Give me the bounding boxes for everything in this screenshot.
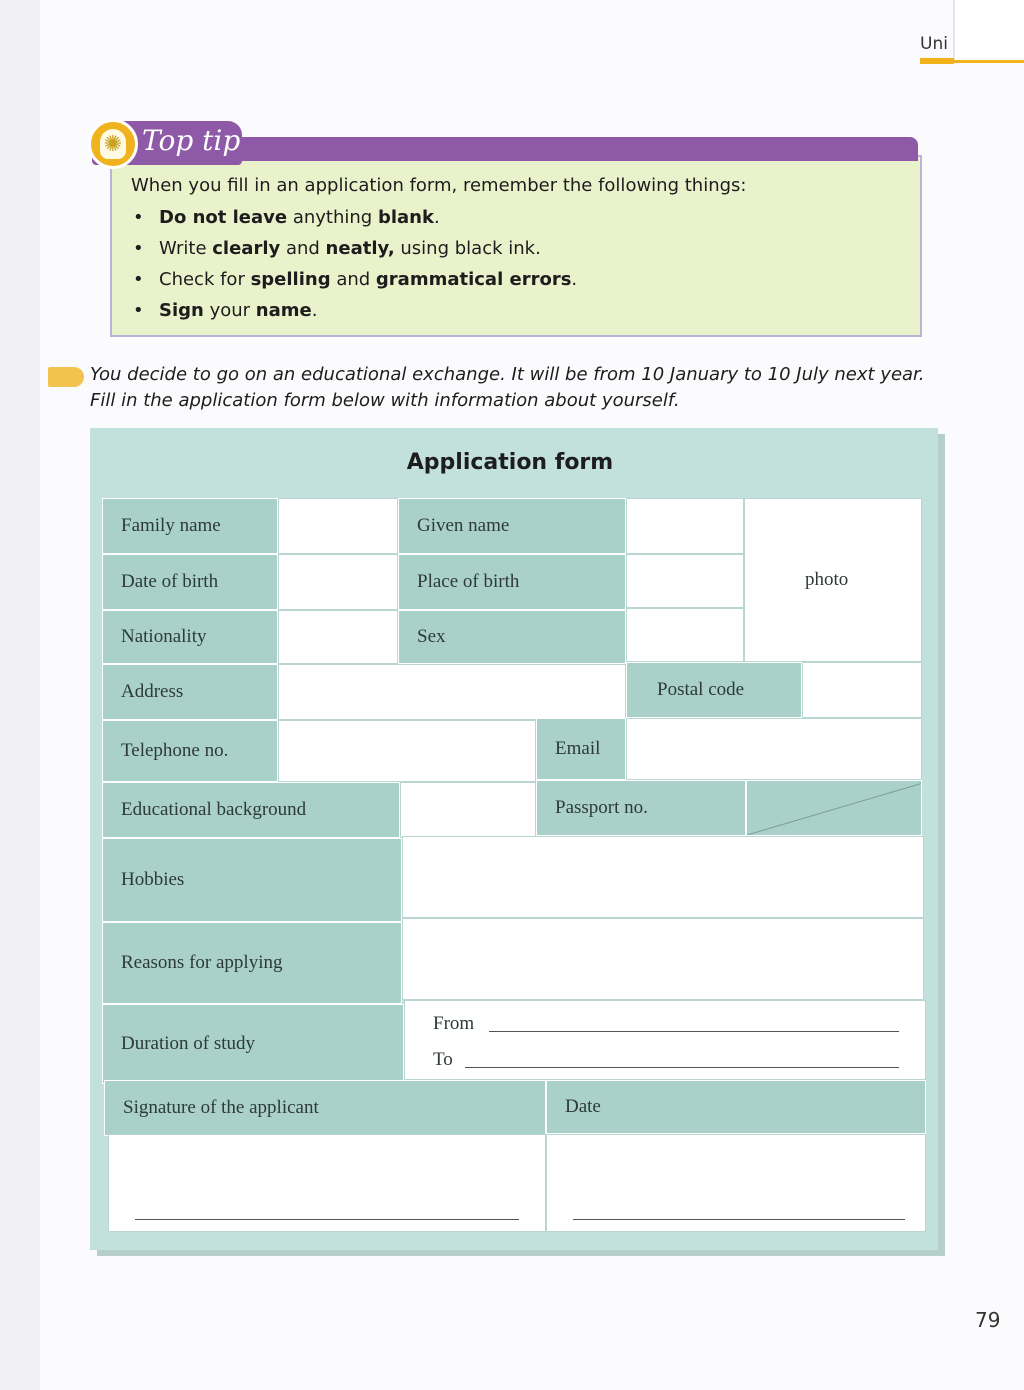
application-form [90,428,938,1250]
tip-item: • Check for spelling and grammatical errors. [133,269,578,290]
date-of-birth-field[interactable] [278,554,398,610]
educational-background-label: Educational background [102,782,400,838]
tip-item: • Write clearly and neatly, using black ink. [133,238,541,259]
lightbulb-icon: ✺ [88,119,138,169]
address-label: Address [102,664,278,720]
hobbies-label: Hobbies [102,838,402,922]
educational-background-field[interactable] [400,782,536,838]
address-field[interactable] [278,664,626,720]
from-label: From [433,1013,475,1034]
signature-line [135,1219,519,1220]
duration-label: Duration of study [102,1004,404,1084]
to-input-line[interactable] [465,1067,899,1068]
date-of-birth-label: Date of birth [102,554,278,610]
date-line [573,1219,905,1220]
passport-diagonal [747,781,922,836]
top-tip-list [131,206,577,330]
unit-tab [953,0,1024,62]
page-number: 79 [975,1308,1001,1332]
nationality-label: Nationality [102,610,278,664]
tip-item: • Sign your name. [133,300,318,321]
telephone-label: Telephone no. [102,720,278,782]
family-name-field[interactable] [278,498,398,554]
sex-label: Sex [398,610,626,664]
tip-item: • Do not leave anything blank. [133,207,440,228]
page-gutter-shade [0,0,40,1390]
email-label: Email [536,718,626,780]
given-name-label: Given name [398,498,626,554]
passport-field[interactable] [746,780,922,836]
form-title: Application form [406,450,614,475]
from-input-line[interactable] [489,1031,899,1032]
signature-label: Signature of the applicant [104,1080,546,1136]
given-name-field[interactable] [626,498,744,554]
sex-field[interactable] [626,608,744,662]
photo-box[interactable] [744,498,922,662]
photo-label: photo [805,569,849,590]
place-of-birth-field[interactable] [626,554,744,608]
hobbies-field[interactable] [402,836,924,918]
unit-rule-accent [920,58,954,64]
instruction-marker [48,367,84,387]
top-tip-title: Top tip [142,124,241,157]
postal-code-field[interactable] [802,662,922,718]
date-field[interactable] [546,1134,926,1232]
to-label: To [433,1049,453,1070]
duration-field [404,1000,926,1080]
date-label: Date [546,1080,926,1134]
family-name-label: Family name [102,498,278,554]
signature-field[interactable] [108,1134,546,1232]
postal-code-label: Postal code [626,662,802,718]
email-field[interactable] [626,718,922,780]
instruction-text: You decide to go on an educational exchange. It will be from 10 January to 10 July next year. Fill in the application form below with information about yourself. [90,364,925,411]
reasons-label: Reasons for applying [102,922,402,1004]
nationality-field[interactable] [278,610,398,664]
passport-label: Passport no. [536,780,746,836]
telephone-field[interactable] [278,720,536,782]
place-of-birth-label: Place of birth [398,554,626,610]
unit-label: Uni [920,34,948,54]
reasons-field[interactable] [402,918,924,1000]
top-tip-intro: When you fill in an application form, remember the following things: [131,175,747,196]
